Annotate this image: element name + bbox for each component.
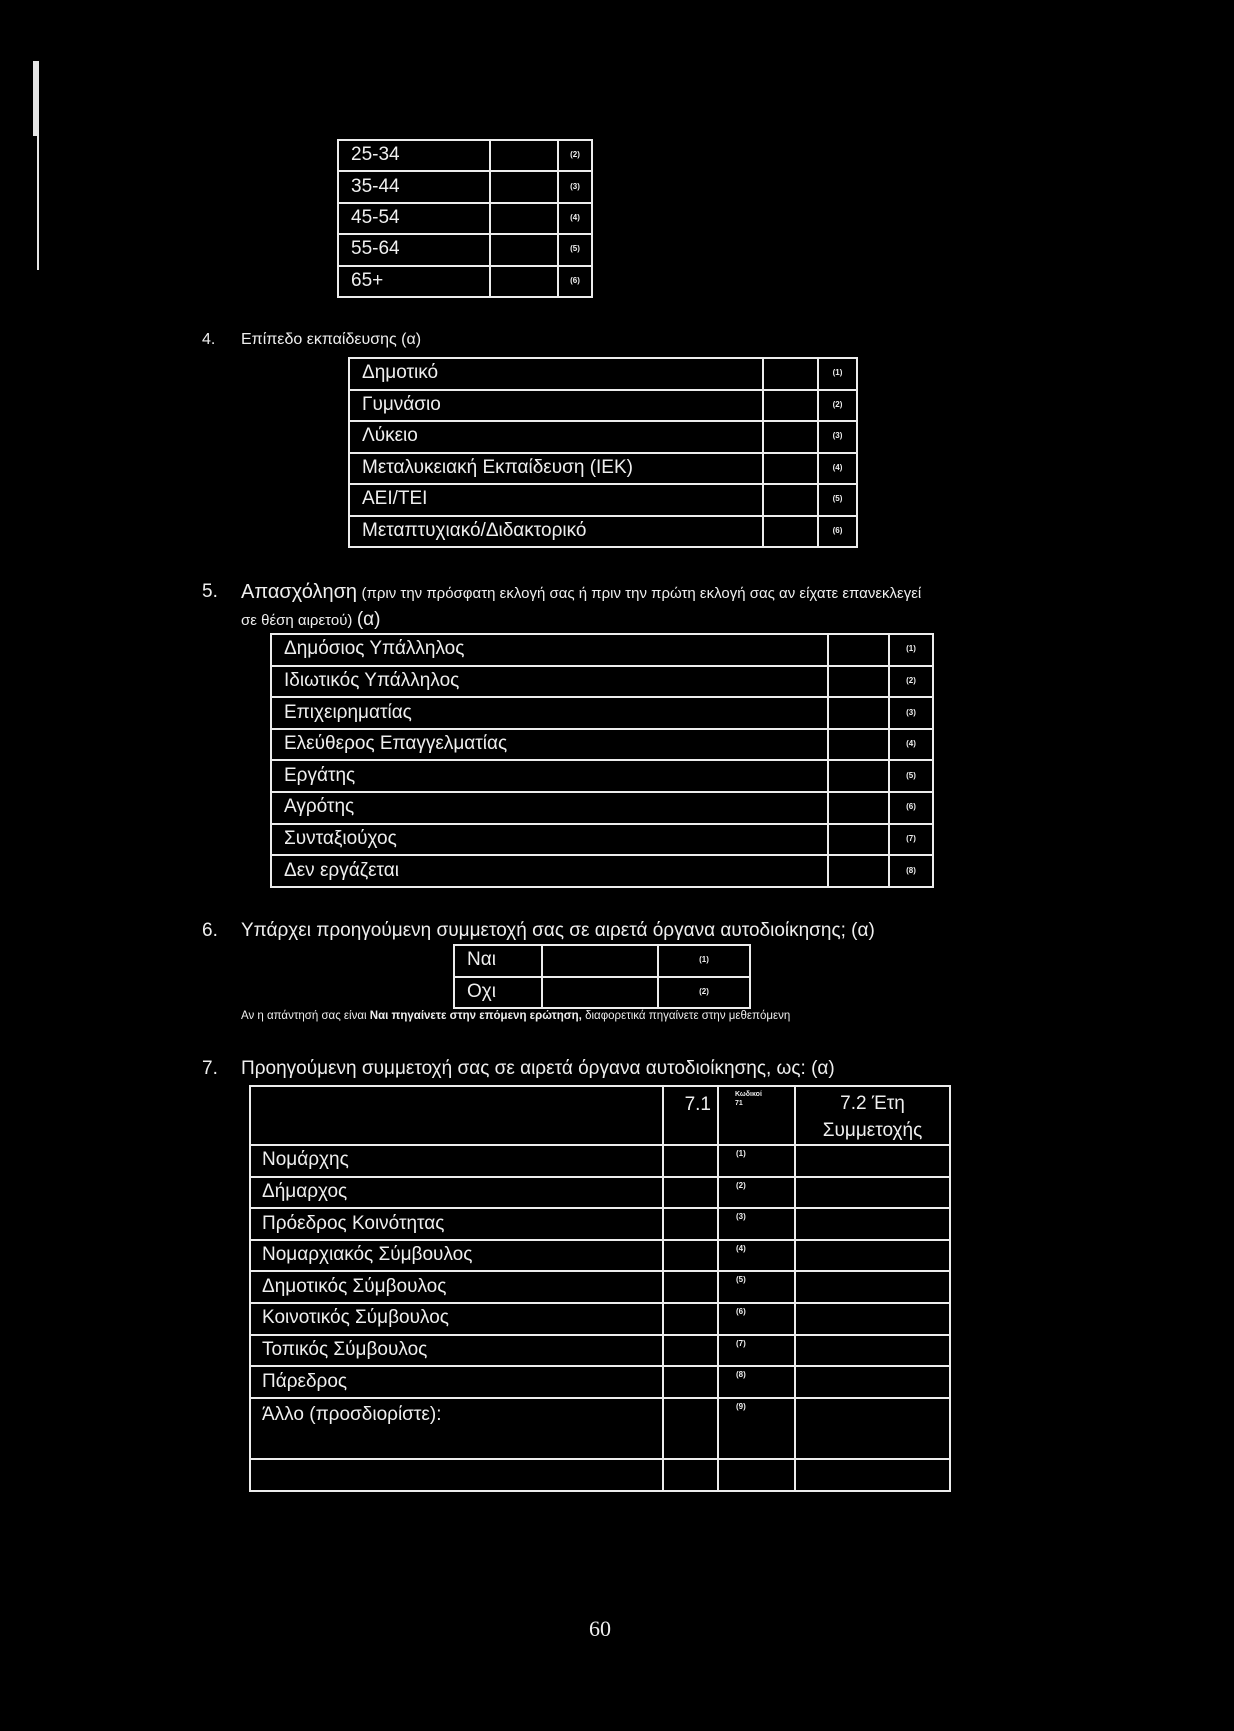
- education-option-label: Μεταπτυχιακό/Διδακτορικό: [349, 516, 763, 548]
- age-option-label: 65+: [338, 266, 490, 297]
- age-option-label: 35-44: [338, 171, 490, 202]
- role-row: [250, 1303, 950, 1335]
- age-option-row: [338, 203, 592, 234]
- participation-answer-answer-box: [542, 945, 658, 977]
- education-option-answer-box: [763, 358, 818, 390]
- age-option-label: 55-64: [338, 234, 490, 265]
- education-option-code: (5): [818, 484, 857, 516]
- age-option-code: (4): [558, 203, 592, 234]
- question-5-heading-line1: [241, 580, 921, 604]
- employment-option-answer-box: [828, 760, 889, 792]
- skip-instruction-part3: διαφορετικά πηγαίνετε στην μεθεπόμενη: [581, 1010, 791, 1022]
- employment-option-code: (4): [889, 729, 933, 761]
- employment-option-row: [271, 792, 933, 824]
- role-row: [250, 1398, 950, 1459]
- participation-answer-label: Ναι: [454, 945, 542, 977]
- blank-cell: [718, 1459, 795, 1491]
- employment-option-answer-box: [828, 634, 889, 666]
- page-number: 60: [589, 1616, 611, 1641]
- employment-option-row: [271, 760, 933, 792]
- role-code: (8): [718, 1366, 795, 1398]
- participation-answer-answer-box: [542, 977, 658, 1009]
- employment-option-label: Δημόσιος Υπάλληλος: [271, 634, 828, 666]
- role-7-1-box: [663, 1398, 718, 1459]
- participation-header-row: [250, 1086, 950, 1145]
- education-option-row: [349, 453, 857, 485]
- education-option-code: (1): [818, 358, 857, 390]
- employment-option-code: (3): [889, 697, 933, 729]
- role-years-box: [795, 1208, 950, 1240]
- role-label: Άλλο (προσδιορίστε):: [250, 1398, 663, 1459]
- education-options-table: [348, 357, 858, 548]
- participation-blank-row: [250, 1459, 950, 1491]
- employment-options-table: [270, 633, 934, 888]
- question-5-note-line1: (πριν την πρόσφατη εκλογή σας ή πριν την πρώτη εκλογή σας αν είχατε επανεκλεγεί: [361, 585, 922, 602]
- col-7-2-header: [795, 1086, 950, 1145]
- age-option-row: [338, 171, 592, 202]
- role-years-box: [795, 1177, 950, 1209]
- employment-option-code: (7): [889, 824, 933, 856]
- question-5-suffix: (α): [356, 609, 381, 630]
- education-option-label: Λύκειο: [349, 421, 763, 453]
- question-5-title: Απασχόληση: [241, 581, 358, 603]
- role-row: [250, 1335, 950, 1367]
- age-option-answer-box: [490, 234, 558, 265]
- skip-instruction: [241, 1010, 790, 1024]
- employment-option-label: Συνταξιούχος: [271, 824, 828, 856]
- role-code: (3): [718, 1208, 795, 1240]
- employment-option-row: [271, 634, 933, 666]
- education-option-code: (4): [818, 453, 857, 485]
- employment-option-answer-box: [828, 697, 889, 729]
- role-years-box: [795, 1398, 950, 1459]
- blank-cell: [250, 1459, 663, 1491]
- education-option-row: [349, 390, 857, 422]
- role-row: [250, 1240, 950, 1272]
- role-label: Δημοτικός Σύμβουλος: [250, 1271, 663, 1303]
- role-row: [250, 1145, 950, 1177]
- employment-option-answer-box: [828, 666, 889, 698]
- employment-option-answer-box: [828, 855, 889, 887]
- role-row: [250, 1208, 950, 1240]
- participation-answer-code: (1): [658, 945, 750, 977]
- education-option-answer-box: [763, 516, 818, 548]
- age-option-row: [338, 234, 592, 265]
- role-label: Νομάρχης: [250, 1145, 663, 1177]
- age-option-code: (6): [558, 266, 592, 297]
- role-row: [250, 1366, 950, 1398]
- education-option-row: [349, 358, 857, 390]
- participation-answer-row: [454, 977, 750, 1009]
- role-7-1-box: [663, 1335, 718, 1367]
- education-option-row: [349, 421, 857, 453]
- prior-participation-options-table: [453, 944, 751, 1009]
- role-7-1-box: [663, 1208, 718, 1240]
- role-label: Δήμαρχος: [250, 1177, 663, 1209]
- education-option-answer-box: [763, 421, 818, 453]
- education-option-code: (3): [818, 421, 857, 453]
- participation-roles-table: [249, 1085, 951, 1492]
- role-label: Κοινοτικός Σύμβουλος: [250, 1303, 663, 1335]
- employment-option-label: Δεν εργάζεται: [271, 855, 828, 887]
- age-option-answer-box: [490, 266, 558, 297]
- codes-header: [718, 1086, 795, 1145]
- participation-answer-code: (2): [658, 977, 750, 1009]
- question-5-number: 5.: [202, 581, 218, 602]
- role-years-box: [795, 1335, 950, 1367]
- role-row: [250, 1177, 950, 1209]
- role-row: [250, 1271, 950, 1303]
- employment-option-answer-box: [828, 729, 889, 761]
- skip-instruction-part2: Ναι πηγαίνετε στην επόμενη ερώτηση,: [369, 1010, 582, 1022]
- role-years-box: [795, 1145, 950, 1177]
- col-7-2-header-line1: 7.2 Έτη: [840, 1093, 905, 1114]
- role-7-1-box: [663, 1271, 718, 1303]
- age-option-answer-box: [490, 140, 558, 171]
- education-option-answer-box: [763, 453, 818, 485]
- age-option-row: [338, 140, 592, 171]
- question-7-number: 7.: [202, 1058, 218, 1079]
- codes-header-line1: Κωδικοί: [735, 1091, 762, 1098]
- codes-header-line2: 71: [735, 1100, 743, 1107]
- question-4-number: 4.: [202, 331, 216, 348]
- blank-cell: [663, 1459, 718, 1491]
- role-code: (5): [718, 1271, 795, 1303]
- skip-instruction-part1: Αν η απάντησή σας είναι: [241, 1010, 370, 1022]
- age-option-code: (3): [558, 171, 592, 202]
- employment-option-code: (5): [889, 760, 933, 792]
- education-option-label: ΑΕΙ/ΤΕΙ: [349, 484, 763, 516]
- employment-option-code: (6): [889, 792, 933, 824]
- role-7-1-box: [663, 1240, 718, 1272]
- age-option-code: (5): [558, 234, 592, 265]
- role-years-box: [795, 1240, 950, 1272]
- question-6-title: Υπάρχει προηγούμενη συμμετοχή σας σε αιρετά όργανα αυτοδιοίκησης; (α): [241, 920, 875, 941]
- education-option-label: Γυμνάσιο: [349, 390, 763, 422]
- participation-answer-label: Οχι: [454, 977, 542, 1009]
- age-option-label: 45-54: [338, 203, 490, 234]
- age-option-answer-box: [490, 171, 558, 202]
- employment-option-label: Αγρότης: [271, 792, 828, 824]
- role-7-1-box: [663, 1366, 718, 1398]
- age-option-code: (2): [558, 140, 592, 171]
- question-6-number: 6.: [202, 920, 218, 941]
- role-label: Τοπικός Σύμβουλος: [250, 1335, 663, 1367]
- age-option-row: [338, 266, 592, 297]
- education-option-code: (2): [818, 390, 857, 422]
- role-code: (1): [718, 1145, 795, 1177]
- employment-option-row: [271, 855, 933, 887]
- role-code: (4): [718, 1240, 795, 1272]
- employment-option-row: [271, 697, 933, 729]
- age-option-answer-box: [490, 203, 558, 234]
- education-option-row: [349, 516, 857, 548]
- education-option-code: (6): [818, 516, 857, 548]
- question-4-title: Επίπεδο εκπαίδευσης (α): [241, 331, 422, 348]
- employment-option-answer-box: [828, 792, 889, 824]
- role-years-box: [795, 1271, 950, 1303]
- role-years-box: [795, 1366, 950, 1398]
- age-options-table: [337, 139, 593, 298]
- role-code: (2): [718, 1177, 795, 1209]
- question-7-title: Προηγούμενη συμμετοχή σας σε αιρετά όργανα αυτοδιοίκησης, ως: (α): [241, 1058, 835, 1079]
- employment-option-row: [271, 824, 933, 856]
- role-7-1-box: [663, 1145, 718, 1177]
- education-option-label: Μεταλυκειακή Εκπαίδευση (ΙΕΚ): [349, 453, 763, 485]
- employment-option-row: [271, 729, 933, 761]
- employment-option-label: Ελεύθερος Επαγγελματίας: [271, 729, 828, 761]
- role-years-box: [795, 1303, 950, 1335]
- col-7-2-header-line2: Συμμετοχής: [822, 1120, 923, 1141]
- employment-option-label: Εργάτης: [271, 760, 828, 792]
- question-5-heading-line2: [241, 609, 380, 632]
- employment-option-code: (1): [889, 634, 933, 666]
- employment-option-code: (2): [889, 666, 933, 698]
- education-option-answer-box: [763, 390, 818, 422]
- age-option-label: 25-34: [338, 140, 490, 171]
- role-label: Πρόεδρος Κοινότητας: [250, 1208, 663, 1240]
- blank-cell: [795, 1459, 950, 1491]
- scan-edge-line: [37, 61, 39, 270]
- question-5-note-line2: σε θέση αιρετού): [241, 612, 353, 629]
- employment-option-label: Ιδιωτικός Υπάλληλος: [271, 666, 828, 698]
- role-label: Πάρεδρος: [250, 1366, 663, 1398]
- employment-option-row: [271, 666, 933, 698]
- role-code: (9): [718, 1398, 795, 1459]
- participation-answer-row: [454, 945, 750, 977]
- education-option-answer-box: [763, 484, 818, 516]
- education-option-row: [349, 484, 857, 516]
- role-7-1-box: [663, 1177, 718, 1209]
- role-7-1-box: [663, 1303, 718, 1335]
- participation-header-blank: [250, 1086, 663, 1145]
- col-7-1-header: 7.1: [663, 1086, 718, 1145]
- role-code: (7): [718, 1335, 795, 1367]
- employment-option-code: (8): [889, 855, 933, 887]
- education-option-label: Δημοτικό: [349, 358, 763, 390]
- role-code: (6): [718, 1303, 795, 1335]
- employment-option-answer-box: [828, 824, 889, 856]
- employment-option-label: Επιχειρηματίας: [271, 697, 828, 729]
- role-label: Νομαρχιακός Σύμβουλος: [250, 1240, 663, 1272]
